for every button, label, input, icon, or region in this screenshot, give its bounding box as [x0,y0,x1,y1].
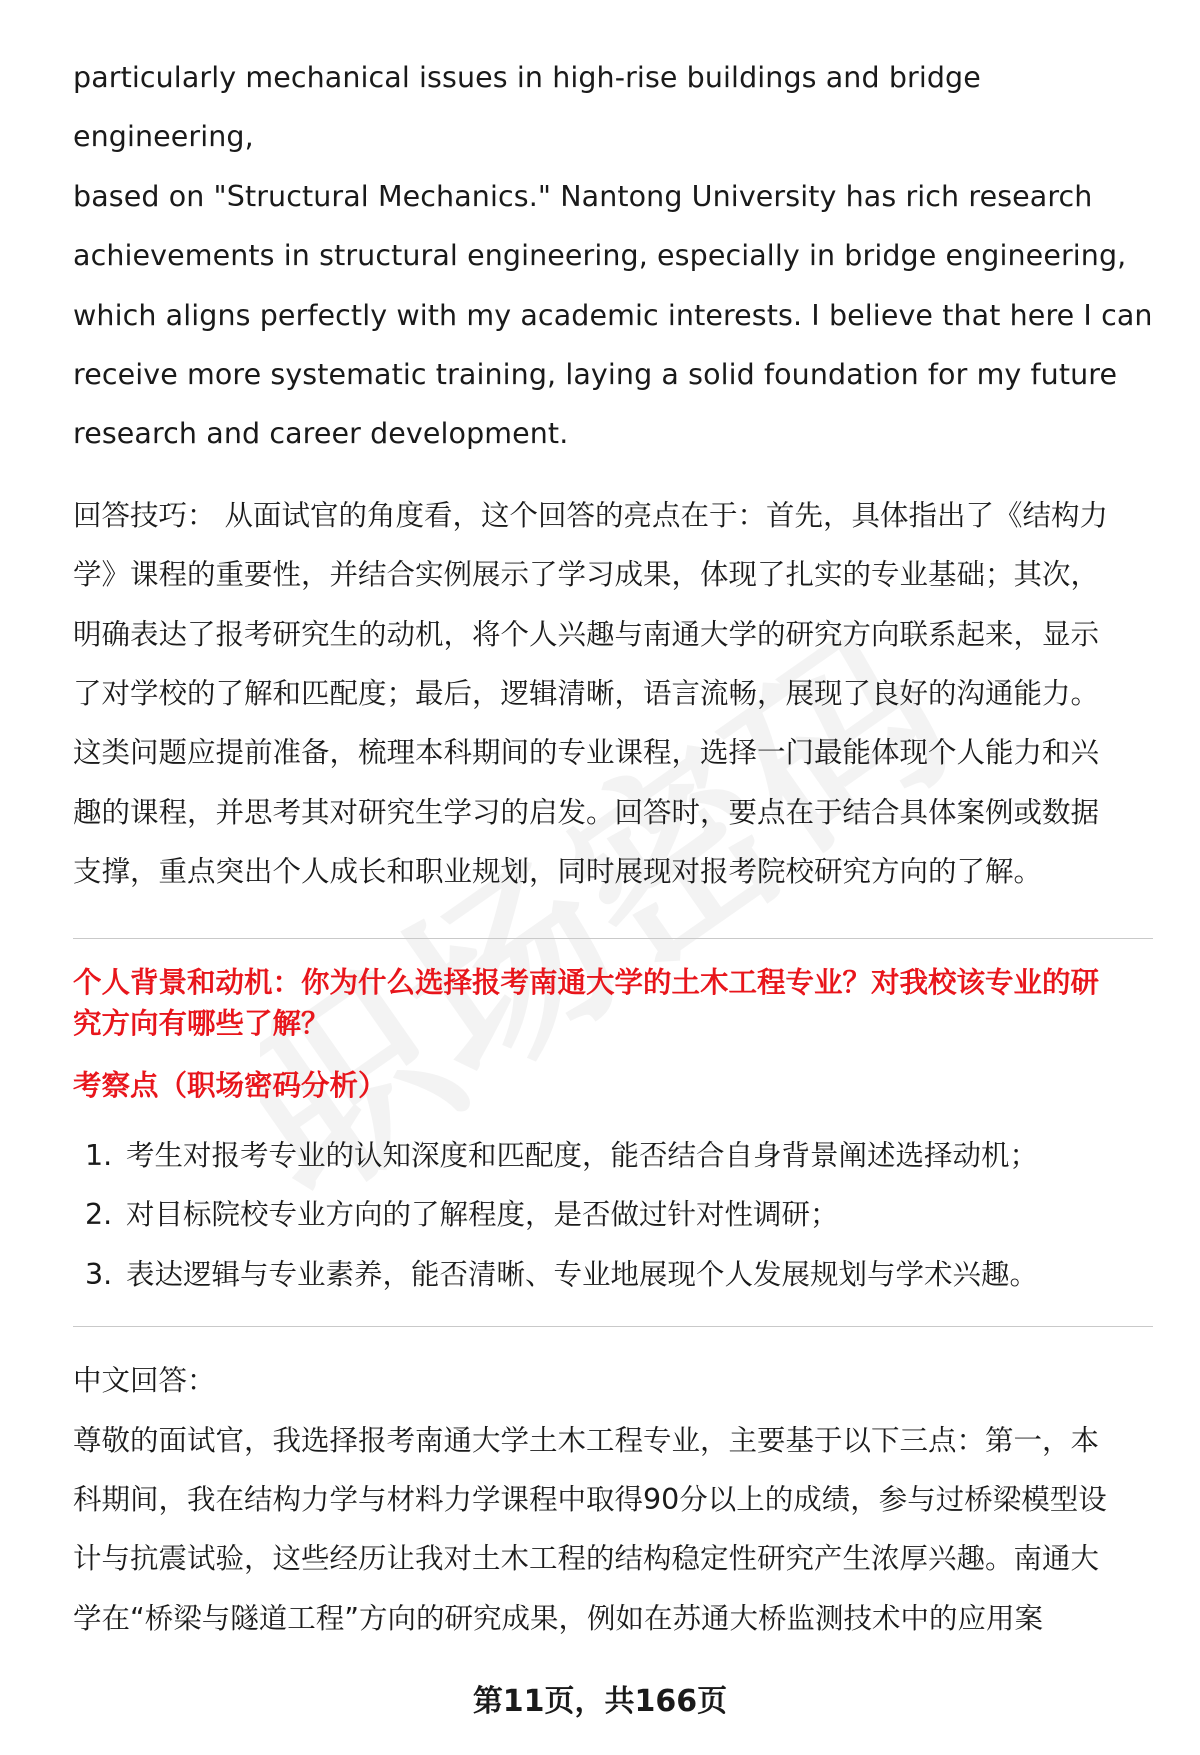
text-line: 尊敬的面试官，我选择报考南通大学土木工程专业，主要基于以下三点：第一，本 [73,1423,1100,1457]
text-line: 了对学校的了解和匹配度；最后，逻辑清晰，语言流畅，展现了良好的沟通能力。 [73,677,1100,711]
list-item [73,1245,1153,1305]
text-line: receive more systematic training, laying a solid foundation for my future [73,358,1118,392]
text-line: 支撑，重点突出个人成长和职业规划，同时展现对报考院校研究方向的了解。 [73,855,1043,889]
list-number: 2. [85,1198,113,1232]
text-line: 明确表达了报考研究生的动机，将个人兴趣与南通大学的研究方向联系起来，显示 [73,617,1100,651]
list-item [73,1126,1153,1186]
answer-label: 中文回答： [73,1364,216,1398]
text-line: achievements in structural engineering, especially in bridge engineering, [73,239,1127,273]
text-line: 计与抗震试验，这些经历让我对土木工程的结构稳定性研究产生浓厚兴趣。南通大 [73,1542,1100,1576]
text-line: particularly mechanical issues in high-rise buildings and bridge engineering, [73,61,981,154]
assessment-list [73,1126,1153,1305]
text-line: 学在“桥梁与隧道工程”方向的研究成果，例如在苏通大桥监测技术中的应用案 [73,1601,1044,1635]
answer-tips [73,486,1153,902]
text-line: based on "Structural Mechanics." Nantong University has rich research [73,179,1093,213]
list-number: 3. [85,1257,113,1291]
list-text: 表达逻辑与专业素养，能否清晰、专业地展现个人发展规划与学术兴趣。 [126,1257,1039,1291]
page-footer: 第11页，共166页 [472,1684,728,1719]
text-line: 回答技巧： 从面试官的角度看，这个回答的亮点在于：首先，具体指出了《结构力 [73,498,1109,532]
text-line: 这类问题应提前准备，梳理本科期间的专业课程，选择一门最能体现个人能力和兴 [73,736,1100,770]
question-line: 究方向有哪些了解？ [73,1006,330,1040]
text-line: 趣的课程，并思考其对研究生学习的启发。回答时，要点在于结合具体案例或数据 [73,795,1100,829]
interview-question [73,962,1153,1044]
chinese-answer [73,1351,1153,1648]
text-line: 科期间，我在结构力学与材料力学课程中取得90分以上的成绩，参与过桥梁模型设 [73,1483,1107,1516]
document-page [73,48,1153,1648]
question-line: 个人背景和动机：你为什么选择报考南通大学的土木工程专业？对我校该专业的研 [73,965,1100,999]
text-line: 学》课程的重要性，并结合实例展示了学习成果，体现了扎实的专业基础；其次， [73,558,1100,592]
intro-paragraph [73,48,1153,464]
assessment-heading: 考察点（职场密码分析） [73,1068,387,1102]
list-text: 考生对报考专业的认知深度和匹配度，能否结合自身背景阐述选择动机； [126,1138,1039,1172]
text-line: which aligns perfectly with my academic interests. I believe that here I can [73,298,1153,332]
list-text: 对目标院校专业方向的了解程度，是否做过针对性调研； [126,1198,839,1232]
text-line: research and career development. [73,417,569,451]
list-number: 1. [85,1138,113,1172]
list-item [73,1185,1153,1245]
